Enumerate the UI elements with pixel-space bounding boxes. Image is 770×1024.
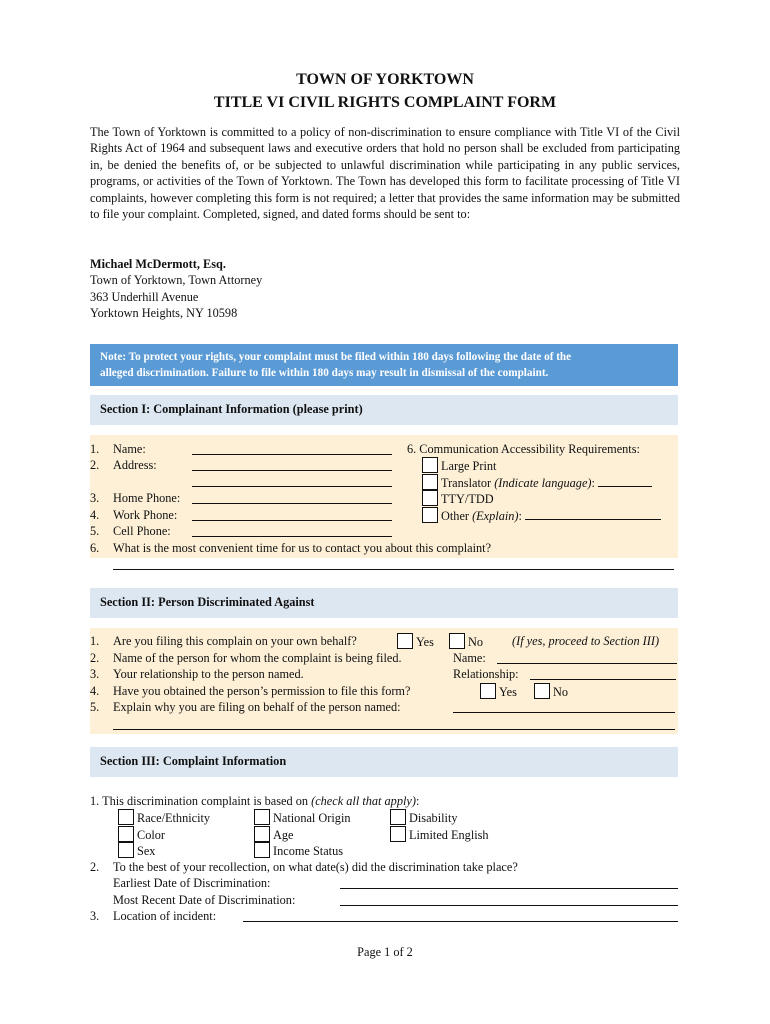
address-line: 363 Underhill Avenue [90,289,199,304]
num: 1. [90,442,100,456]
name-input[interactable] [192,443,392,455]
other-option[interactable] [422,507,661,524]
note-line: Note: To protect your rights, your complaint must be filed within 180 days following the date of the [100,351,572,363]
num: 1. [90,634,100,648]
colon: : [415,794,420,808]
age-checkbox[interactable] [254,826,270,842]
num: 3. [90,491,100,505]
intro-paragraph: The Town of Yorktown is committed to a policy of non-discrimination to ensure compliance with Title VI of the Civil Rights Act of 1964 and subsequent laws and executive orders that hold no person shall be excluded from participating in, be denied the benefits of, or be subjected to unlawful discrimination while participating in any public services, programs, or activities of the Town of Yorktown. The Town has developed this form to facilitate processing of Title VI complaints, however completing this form is not required; a letter that provides the same information may be submitted to file your complaint. Completed, signed, and dated forms should be sent to: [90,125,680,222]
person-name-label: Name: [453,651,486,665]
limited-english-checkbox[interactable] [390,826,406,842]
translator-language-input[interactable] [598,475,652,487]
option-note: (Explain) [472,509,519,523]
option-label: Income Status [273,844,344,858]
relationship-question: Your relationship to the person named. [113,667,304,681]
explain-input-line2[interactable] [113,718,675,730]
basis-question [90,793,419,809]
age-option[interactable] [254,826,294,843]
deadline-note [90,344,678,386]
question-note: (check all that apply) [311,794,416,808]
num: 6. [90,541,100,555]
work-phone-input[interactable] [192,509,392,521]
form-title: TITLE VI CIVIL RIGHTS COMPLAINT FORM [213,94,557,111]
option-label: Translator [441,476,492,490]
explain-question: Explain why you are filing on behalf of the person named: [113,700,401,714]
permission-question: Have you obtained the person’s permission to file this form? [113,684,411,698]
num: 2. [90,651,100,665]
num: 2. [90,458,100,472]
sex-checkbox[interactable] [118,842,134,858]
option-label: Disability [409,811,458,825]
num: 3. [90,909,100,923]
earliest-date-input[interactable] [340,877,678,889]
race-checkbox[interactable] [118,809,134,825]
large-print-checkbox[interactable] [422,457,438,473]
translator-option[interactable] [422,474,652,491]
permission-yes-checkbox[interactable] [480,683,496,699]
num: 3. [90,667,100,681]
address-name: Michael McDermott, Esq. [90,257,226,271]
person-name-question: Name of the person for whom the complaint is being filed. [113,651,402,665]
date-question: To the best of your recollection, on what date(s) did the discrimination take place? [113,860,518,874]
form-title-town: TOWN OF YORKTOWN [296,71,474,88]
color-option[interactable] [118,826,165,843]
national-origin-option[interactable] [254,809,351,826]
option-label: Race/Ethnicity [137,811,211,825]
option-label: Yes [416,635,434,649]
person-name-input[interactable] [497,652,677,664]
option-label: No [468,635,484,649]
disability-checkbox[interactable] [390,809,406,825]
tty-option[interactable] [422,490,494,507]
own-behalf-no[interactable] [449,633,483,650]
own-behalf-question: Are you filing this complain on your own behalf? [113,634,357,648]
explain-input-line1[interactable] [453,701,675,713]
option-label: National Origin [273,811,351,825]
tty-checkbox[interactable] [422,490,438,506]
own-behalf-yes[interactable] [397,633,434,650]
earliest-date-label: Earliest Date of Discrimination: [113,876,271,890]
mailing-address [90,256,262,322]
other-checkbox[interactable] [422,507,438,523]
income-option[interactable] [254,842,343,859]
accessibility-title: 6. Communication Accessibility Requirements: [407,442,640,456]
option-label: Other [441,509,469,523]
contact-time-label: What is the most convenient time for us to contact you about this complaint? [113,541,492,555]
sex-option[interactable] [118,842,155,859]
num: 5. [90,700,100,714]
colon: : [518,509,522,523]
cell-phone-input[interactable] [192,525,392,537]
option-label: Large Print [441,459,497,473]
address-line: Yorktown Heights, NY 10598 [90,306,238,321]
limited-english-option[interactable] [390,826,489,843]
disability-option[interactable] [390,809,458,826]
section-3-header: Section III: Complaint Information [90,747,678,777]
num: 5. [90,524,100,538]
permission-no[interactable] [534,683,568,700]
location-label: Location of incident: [113,909,217,923]
own-behalf-yes-checkbox[interactable] [397,633,413,649]
home-phone-input[interactable] [192,492,392,504]
question-text: 1. This discrimination complaint is based on [90,794,309,808]
relationship-input[interactable] [530,668,676,680]
colon: : [591,476,595,490]
other-explain-input[interactable] [525,508,661,520]
option-label: Age [273,828,294,842]
own-behalf-note: (If yes, proceed to Section III) [512,634,660,648]
section-1-header: Section I: Complainant Information (please print) [90,395,678,425]
num: 4. [90,508,100,522]
option-label: Sex [137,844,156,858]
note-line: alleged discrimination. Failure to file within 180 days may result in dismissal of the complaint. [100,367,549,379]
color-checkbox[interactable] [118,826,134,842]
relationship-label: Relationship: [453,667,519,681]
num: 2. [90,860,100,874]
option-note: (Indicate language) [494,476,592,490]
address-input-line2[interactable] [192,475,392,487]
work-phone-label: Work Phone: [113,508,178,522]
permission-no-checkbox[interactable] [534,683,550,699]
own-behalf-no-checkbox[interactable] [449,633,465,649]
recent-date-label: Most Recent Date of Discrimination: [113,893,296,907]
name-label: Name: [113,442,146,456]
large-print-option[interactable] [422,457,496,474]
option-label: Yes [499,685,517,699]
translator-checkbox[interactable] [422,474,438,490]
address-line: Town of Yorktown, Town Attorney [90,273,263,288]
permission-yes[interactable] [480,683,517,700]
national-origin-checkbox[interactable] [254,809,270,825]
num: 4. [90,684,100,698]
section-2-header: Section II: Person Discriminated Against [90,588,678,618]
option-label: TTY/TDD [441,492,494,506]
page-number: Page 1 of 2 [357,945,413,959]
cell-phone-label: Cell Phone: [113,524,171,538]
option-label: No [553,685,569,699]
contact-time-input[interactable] [113,558,674,570]
option-label: Limited English [409,828,489,842]
race-option[interactable] [118,809,210,826]
option-label: Color [137,828,166,842]
home-phone-label: Home Phone: [113,491,181,505]
income-checkbox[interactable] [254,842,270,858]
address-label: Address: [113,458,157,472]
address-input-line1[interactable] [192,459,392,471]
location-input[interactable] [243,910,678,922]
recent-date-input[interactable] [340,894,678,906]
